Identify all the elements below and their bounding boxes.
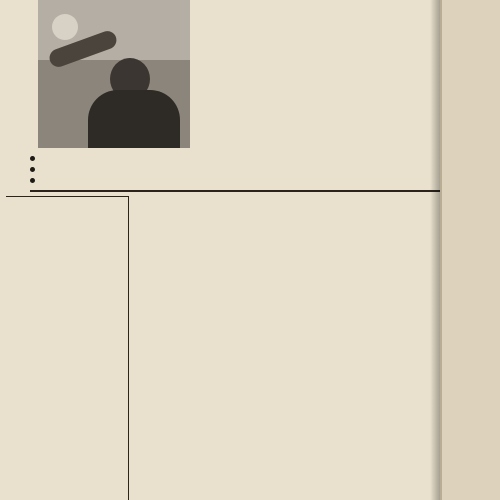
photo-captions: [30, 152, 440, 185]
caption-line: [30, 174, 440, 185]
facing-page: [440, 0, 500, 500]
top-article-text: [196, 0, 436, 148]
main-article: [136, 196, 436, 202]
caption-line: [30, 163, 440, 174]
ball-shape: [52, 14, 78, 40]
sidebar-box: [6, 196, 129, 500]
section-divider: [30, 190, 440, 192]
goalkeeper-photo: [38, 0, 190, 148]
caption-line: [30, 152, 440, 163]
